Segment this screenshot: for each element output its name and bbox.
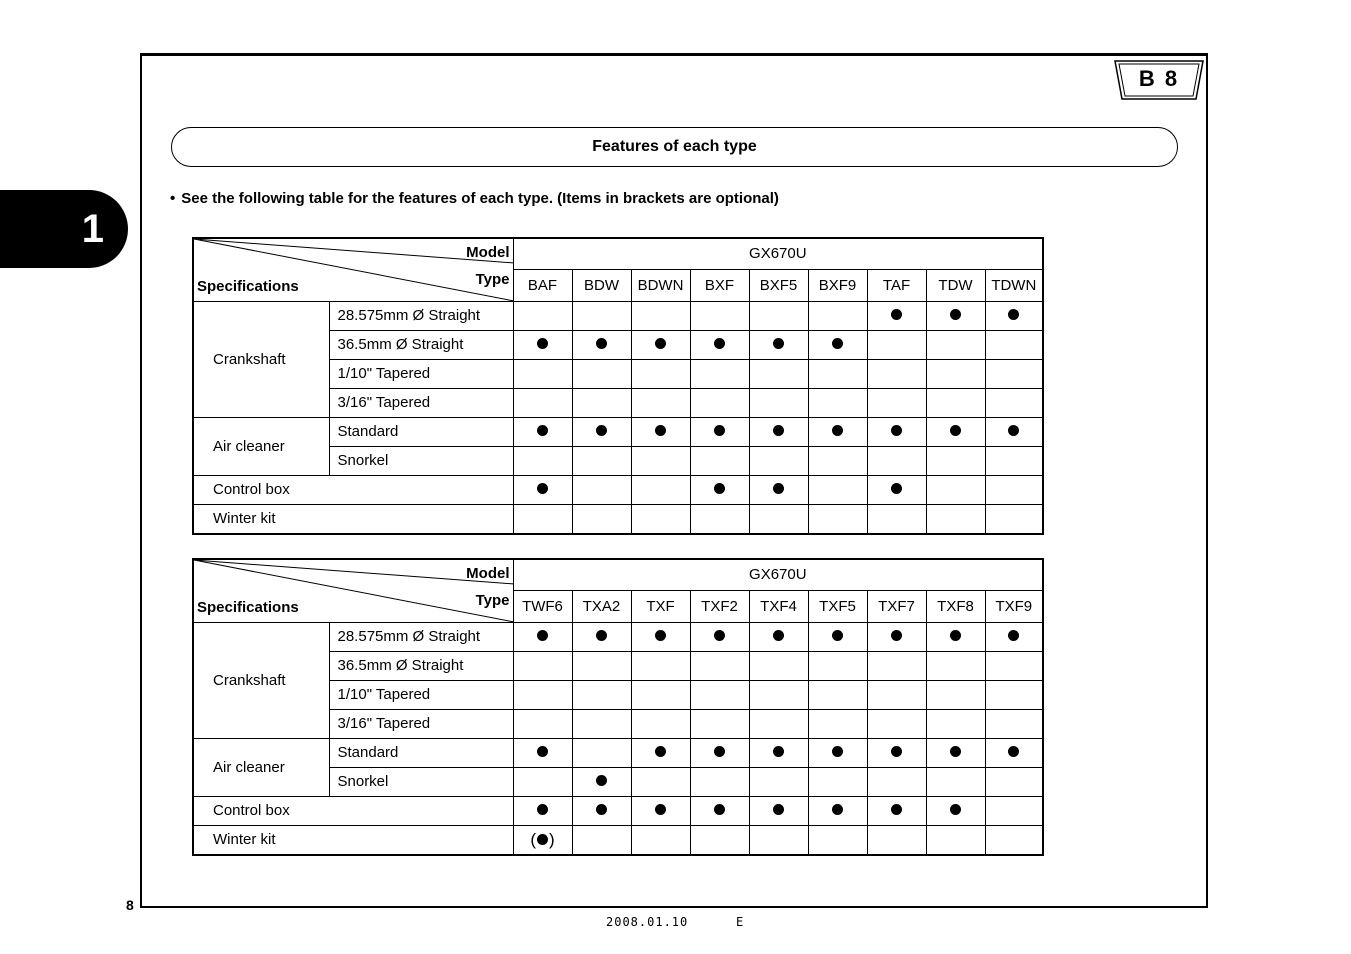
feature-cell xyxy=(926,330,985,359)
filled-circle-icon xyxy=(832,804,843,815)
filled-circle-icon xyxy=(655,804,666,815)
feature-cell xyxy=(808,767,867,796)
type-header: BXF9 xyxy=(808,269,867,301)
filled-circle-icon xyxy=(655,746,666,757)
type-header: TXF8 xyxy=(926,590,985,622)
filled-circle-icon xyxy=(773,338,784,349)
feature-cell xyxy=(631,767,690,796)
type-header: TDWN xyxy=(985,269,1043,301)
filled-circle-icon xyxy=(596,804,607,815)
feature-cell xyxy=(808,709,867,738)
chapter-number: 1 xyxy=(81,207,104,251)
feature-cell xyxy=(867,825,926,855)
feature-cell xyxy=(513,767,572,796)
feature-cell xyxy=(513,825,572,855)
feature-cell xyxy=(690,709,749,738)
spec-option-label: 28.575mm Ø Straight xyxy=(329,622,513,651)
feature-cell xyxy=(513,504,572,534)
feature-cell xyxy=(631,825,690,855)
feature-cell xyxy=(867,504,926,534)
feature-cell xyxy=(867,388,926,417)
feature-cell xyxy=(808,359,867,388)
type-header: BXF xyxy=(690,269,749,301)
feature-cell xyxy=(808,651,867,680)
feature-cell xyxy=(749,651,808,680)
type-header: TXF2 xyxy=(690,590,749,622)
spec-option-label: 1/10" Tapered xyxy=(329,680,513,709)
section-code: B 8 xyxy=(1138,66,1180,91)
type-label: Type xyxy=(475,592,510,609)
feature-cell xyxy=(985,330,1043,359)
filled-circle-icon xyxy=(537,834,548,845)
filled-circle-icon xyxy=(537,425,548,436)
filled-circle-icon xyxy=(773,483,784,494)
header-row-model xyxy=(193,238,1043,269)
feature-cell xyxy=(690,767,749,796)
filled-circle-icon xyxy=(1008,630,1019,641)
feature-cell xyxy=(749,330,808,359)
spec-option-label: Standard xyxy=(329,417,513,446)
feature-cell xyxy=(572,388,631,417)
feature-cell xyxy=(808,446,867,475)
feature-cell xyxy=(631,651,690,680)
spec-group-label: Control box xyxy=(193,475,513,504)
feature-cell xyxy=(749,680,808,709)
feature-cell xyxy=(749,475,808,504)
spec-group-label: Winter kit xyxy=(193,825,513,855)
feature-cell xyxy=(808,622,867,651)
feature-cell xyxy=(572,622,631,651)
section-code-badge xyxy=(1114,60,1204,100)
chapter-tab xyxy=(0,190,128,268)
feature-cell xyxy=(690,388,749,417)
feature-cell xyxy=(808,475,867,504)
filled-circle-icon xyxy=(714,425,725,436)
feature-cell xyxy=(926,738,985,767)
type-header: BXF5 xyxy=(749,269,808,301)
feature-cell xyxy=(513,651,572,680)
feature-cell xyxy=(749,767,808,796)
feature-cell xyxy=(690,330,749,359)
model-name: GX670U xyxy=(513,238,1043,269)
filled-circle-icon xyxy=(596,630,607,641)
filled-circle-icon xyxy=(537,804,548,815)
filled-circle-icon xyxy=(891,309,902,320)
footer-date: 2008.01.10 xyxy=(606,915,689,929)
spec-option-label: 1/10" Tapered xyxy=(329,359,513,388)
filled-circle-icon xyxy=(714,804,725,815)
bullet-icon: • xyxy=(170,190,176,207)
type-header: TXF xyxy=(631,590,690,622)
feature-cell xyxy=(690,301,749,330)
feature-cell xyxy=(985,475,1043,504)
feature-cell xyxy=(690,651,749,680)
optional-mark: ( ) xyxy=(530,829,555,849)
filled-circle-icon xyxy=(655,630,666,641)
feature-cell xyxy=(690,825,749,855)
feature-cell xyxy=(867,301,926,330)
filled-circle-icon xyxy=(596,425,607,436)
filled-circle-icon xyxy=(655,425,666,436)
feature-cell xyxy=(926,417,985,446)
table-row xyxy=(193,796,1043,825)
filled-circle-icon xyxy=(655,338,666,349)
feature-cell xyxy=(867,359,926,388)
filled-circle-icon xyxy=(537,746,548,757)
feature-cell xyxy=(985,796,1043,825)
feature-cell xyxy=(631,446,690,475)
feature-cell xyxy=(690,622,749,651)
feature-cell xyxy=(572,738,631,767)
feature-cell xyxy=(572,825,631,855)
feature-cell xyxy=(749,709,808,738)
feature-cell xyxy=(631,330,690,359)
feature-cell xyxy=(572,709,631,738)
feature-cell xyxy=(926,504,985,534)
spec-group-label: Crankshaft xyxy=(193,301,329,417)
feature-cell xyxy=(572,330,631,359)
feature-cell xyxy=(926,388,985,417)
spec-group-label: Air cleaner xyxy=(193,738,329,796)
model-label: Model xyxy=(466,565,510,582)
filled-circle-icon xyxy=(537,630,548,641)
feature-cell xyxy=(749,825,808,855)
spec-option-label: Standard xyxy=(329,738,513,767)
feature-cell xyxy=(985,651,1043,680)
feature-cell xyxy=(690,738,749,767)
feature-cell xyxy=(572,359,631,388)
feature-cell xyxy=(867,738,926,767)
feature-cell xyxy=(926,359,985,388)
feature-cell xyxy=(690,446,749,475)
filled-circle-icon xyxy=(832,630,843,641)
feature-cell xyxy=(867,796,926,825)
feature-cell xyxy=(749,301,808,330)
feature-cell xyxy=(513,301,572,330)
filled-circle-icon xyxy=(596,338,607,349)
feature-cell xyxy=(926,651,985,680)
feature-cell xyxy=(631,301,690,330)
type-header: TWF6 xyxy=(513,590,572,622)
feature-cell xyxy=(513,680,572,709)
feature-cell xyxy=(985,622,1043,651)
feature-cell xyxy=(572,417,631,446)
filled-circle-icon xyxy=(773,425,784,436)
model-label: Model xyxy=(466,244,510,261)
filled-circle-icon xyxy=(773,746,784,757)
filled-circle-icon xyxy=(891,630,902,641)
type-header: TXF5 xyxy=(808,590,867,622)
feature-cell xyxy=(513,796,572,825)
header-corner-cell xyxy=(193,238,513,301)
spec-option-label: 28.575mm Ø Straight xyxy=(329,301,513,330)
feature-cell xyxy=(867,622,926,651)
features-table-1 xyxy=(192,237,1044,535)
feature-cell xyxy=(985,388,1043,417)
spec-option-label: Snorkel xyxy=(329,767,513,796)
feature-cell xyxy=(985,709,1043,738)
feature-cell xyxy=(690,417,749,446)
feature-cell xyxy=(572,796,631,825)
filled-circle-icon xyxy=(714,746,725,757)
type-header: TXF7 xyxy=(867,590,926,622)
filled-circle-icon xyxy=(773,630,784,641)
feature-cell xyxy=(926,301,985,330)
feature-cell xyxy=(926,825,985,855)
feature-cell xyxy=(572,301,631,330)
feature-cell xyxy=(631,709,690,738)
table-row xyxy=(193,417,1043,446)
feature-cell xyxy=(985,738,1043,767)
model-name: GX670U xyxy=(513,559,1043,590)
spec-option-label: Snorkel xyxy=(329,446,513,475)
feature-cell xyxy=(572,651,631,680)
filled-circle-icon xyxy=(537,338,548,349)
feature-cell xyxy=(867,475,926,504)
feature-cell xyxy=(985,301,1043,330)
spec-group-label: Control box xyxy=(193,796,513,825)
feature-cell xyxy=(572,504,631,534)
feature-cell xyxy=(631,504,690,534)
note-text: See the following table for the features of each type. (Items in brackets are optional) xyxy=(181,190,779,207)
filled-circle-icon xyxy=(891,425,902,436)
feature-cell xyxy=(631,738,690,767)
type-header: TXA2 xyxy=(572,590,631,622)
feature-cell xyxy=(985,767,1043,796)
feature-cell xyxy=(985,417,1043,446)
feature-cell xyxy=(690,504,749,534)
filled-circle-icon xyxy=(891,746,902,757)
feature-cell xyxy=(808,330,867,359)
feature-cell xyxy=(690,796,749,825)
specifications-label: Specifications xyxy=(197,277,299,295)
feature-cell xyxy=(513,475,572,504)
feature-cell xyxy=(631,680,690,709)
feature-cell xyxy=(867,680,926,709)
feature-cell xyxy=(749,359,808,388)
features-table-2 xyxy=(192,558,1044,856)
filled-circle-icon xyxy=(773,804,784,815)
feature-cell xyxy=(690,475,749,504)
footer-language: E xyxy=(736,915,744,929)
feature-cell xyxy=(513,709,572,738)
feature-cell xyxy=(572,767,631,796)
feature-cell xyxy=(808,680,867,709)
feature-cell xyxy=(631,622,690,651)
feature-cell xyxy=(513,738,572,767)
feature-cell xyxy=(513,417,572,446)
feature-cell xyxy=(749,738,808,767)
page-number: 8 xyxy=(126,897,134,913)
filled-circle-icon xyxy=(714,630,725,641)
spec-group-label: Winter kit xyxy=(193,504,513,534)
feature-cell xyxy=(926,767,985,796)
feature-cell xyxy=(926,709,985,738)
filled-circle-icon xyxy=(596,775,607,786)
feature-cell xyxy=(808,388,867,417)
filled-circle-icon xyxy=(950,630,961,641)
feature-cell xyxy=(867,446,926,475)
feature-cell xyxy=(631,359,690,388)
feature-cell xyxy=(690,680,749,709)
type-header: TXF9 xyxy=(985,590,1043,622)
feature-cell xyxy=(985,825,1043,855)
feature-cell xyxy=(867,651,926,680)
spec-group-label: Crankshaft xyxy=(193,622,329,738)
feature-cell xyxy=(808,796,867,825)
feature-cell xyxy=(749,446,808,475)
filled-circle-icon xyxy=(891,804,902,815)
feature-cell xyxy=(926,622,985,651)
feature-cell xyxy=(749,622,808,651)
feature-cell xyxy=(926,680,985,709)
table-row xyxy=(193,738,1043,767)
feature-cell xyxy=(513,359,572,388)
feature-cell xyxy=(631,388,690,417)
filled-circle-icon xyxy=(950,804,961,815)
feature-cell xyxy=(867,767,926,796)
filled-circle-icon xyxy=(891,483,902,494)
filled-circle-icon xyxy=(1008,746,1019,757)
filled-circle-icon xyxy=(832,746,843,757)
title-bar xyxy=(171,127,1178,167)
feature-cell xyxy=(985,504,1043,534)
filled-circle-icon xyxy=(832,338,843,349)
feature-cell xyxy=(631,796,690,825)
feature-cell xyxy=(513,388,572,417)
spec-option-label: 36.5mm Ø Straight xyxy=(329,651,513,680)
filled-circle-icon xyxy=(714,338,725,349)
table-row xyxy=(193,825,1043,855)
type-header: BDW xyxy=(572,269,631,301)
feature-cell xyxy=(926,475,985,504)
feature-cell xyxy=(985,359,1043,388)
table-row xyxy=(193,504,1043,534)
feature-cell xyxy=(690,359,749,388)
feature-cell xyxy=(749,417,808,446)
filled-circle-icon xyxy=(950,425,961,436)
feature-cell xyxy=(926,796,985,825)
feature-cell xyxy=(572,475,631,504)
filled-circle-icon xyxy=(714,483,725,494)
type-header: BAF xyxy=(513,269,572,301)
table-row xyxy=(193,301,1043,330)
feature-cell xyxy=(572,446,631,475)
header-corner-cell xyxy=(193,559,513,622)
filled-circle-icon xyxy=(1008,309,1019,320)
spec-option-label: 3/16" Tapered xyxy=(329,388,513,417)
feature-cell xyxy=(513,622,572,651)
feature-cell xyxy=(808,417,867,446)
feature-cell xyxy=(631,475,690,504)
feature-cell xyxy=(808,738,867,767)
feature-cell xyxy=(926,446,985,475)
spec-option-label: 36.5mm Ø Straight xyxy=(329,330,513,359)
feature-cell xyxy=(985,446,1043,475)
type-header: BDWN xyxy=(631,269,690,301)
type-header: TXF4 xyxy=(749,590,808,622)
feature-cell xyxy=(513,446,572,475)
feature-cell xyxy=(513,330,572,359)
filled-circle-icon xyxy=(832,425,843,436)
table-row xyxy=(193,622,1043,651)
filled-circle-icon xyxy=(537,483,548,494)
specifications-label: Specifications xyxy=(197,598,299,616)
type-header: TAF xyxy=(867,269,926,301)
feature-cell xyxy=(867,417,926,446)
type-header: TDW xyxy=(926,269,985,301)
feature-cell xyxy=(631,417,690,446)
feature-cell xyxy=(867,709,926,738)
filled-circle-icon xyxy=(950,309,961,320)
feature-cell xyxy=(749,504,808,534)
note-line xyxy=(170,190,779,207)
feature-cell xyxy=(572,680,631,709)
page-title: Features of each type xyxy=(592,138,757,155)
feature-cell xyxy=(867,330,926,359)
type-label: Type xyxy=(475,271,510,288)
feature-cell xyxy=(749,388,808,417)
feature-cell xyxy=(808,504,867,534)
filled-circle-icon xyxy=(950,746,961,757)
filled-circle-icon xyxy=(1008,425,1019,436)
feature-cell xyxy=(985,680,1043,709)
spec-option-label: 3/16" Tapered xyxy=(329,709,513,738)
spec-group-label: Air cleaner xyxy=(193,417,329,475)
header-row-model xyxy=(193,559,1043,590)
feature-cell xyxy=(808,301,867,330)
feature-cell xyxy=(808,825,867,855)
table-row xyxy=(193,475,1043,504)
feature-cell xyxy=(749,796,808,825)
